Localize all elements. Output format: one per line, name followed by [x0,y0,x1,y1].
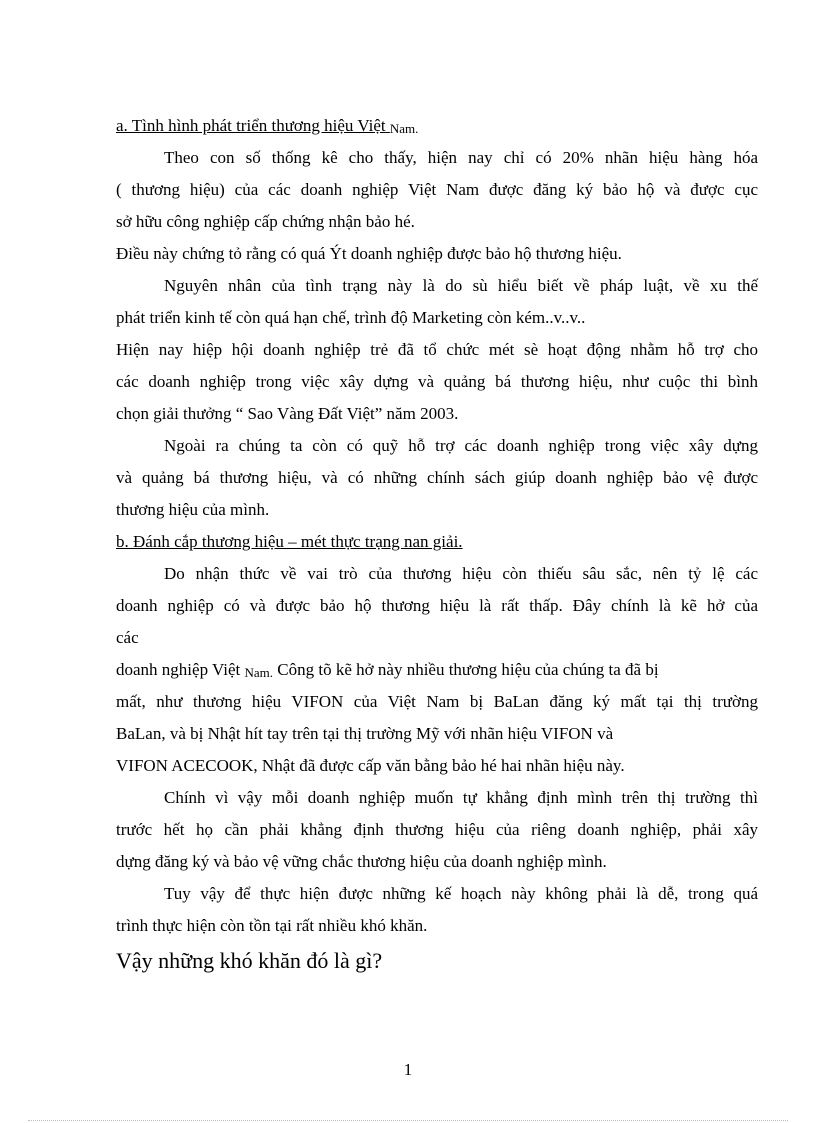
text-run-small: Nam. [244,665,274,680]
paragraph-line: Điều này chứng tỏ rằng có quá Ýt doanh nghiệp được bảo hộ thương hiệu. [116,244,622,263]
paragraph-line-mixed [116,660,758,683]
paragraph-line: mất, như thương hiệu VIFON của Việt Nam bị BaLan đăng ký mất tại thị trường [116,692,758,711]
paragraph-line: Hiện nay hiệp hội doanh nghiệp trẻ đã tổ chức mét sè hoạt động nhằm hỗ trợ cho [116,340,758,359]
paragraph-line: Chính vì vậy mỗi doanh nghiệp muốn tự khẳng định mình trên thị trường thì [164,788,758,807]
paragraph-line: doanh nghiệp có và được bảo hộ thương hiệu là rất thấp. Đây chính là kẽ hở của [116,596,758,615]
paragraph-line: sở hữu công nghiệp cấp chứng nhận bảo hé. [116,212,415,231]
paragraph-line: và quảng bá thương hiệu, và có những chính sách giúp doanh nghiệp bảo vệ được [116,468,758,487]
paragraph-line: Nguyên nhân của tình trạng này là do sù hiểu biết về pháp luật, về xu thế [164,276,758,295]
paragraph-line: Ngoài ra chúng ta còn có quỹ hỗ trợ các doanh nghiệp trong việc xây dựng [164,436,758,455]
paragraph-line: thương hiệu của mình. [116,500,270,519]
text-run: doanh nghiệp Việt [116,660,241,679]
paragraph-line: Theo con số thống kê cho thấy, hiện nay chỉ có 20% nhãn hiệu hàng hóa [164,148,758,167]
closing-question: Vậy những khó khăn đó là gì? [116,948,383,973]
paragraph-line: Do nhận thức về vai trò của thương hiệu còn thiếu sâu sắc, nên tỷ lệ các [164,564,758,583]
paragraph-line: BaLan, và bị Nhật hít tay trên tại thị trường Mỹ với nhãn hiệu VIFON và [116,724,614,743]
paragraph-line: chọn giải thưởng “ Sao Vàng Đất Việt” năm 2003. [116,404,459,423]
page-bottom-divider [28,1120,788,1121]
paragraph-line: phát triển kinh tế còn quá hạn chế, trình độ Marketing còn kém..v..v.. [116,308,586,327]
section-a-heading-tail: Nam. [389,121,419,136]
paragraph-line: các doanh nghiệp trong việc xây dựng và quảng bá thương hiệu, như cuộc thi bình [116,372,758,391]
paragraph-line: VIFON ACECOOK, Nhật đã được cấp văn bằng bảo hé hai nhãn hiệu này. [116,756,625,775]
text-run: Công tõ kẽ hở này nhiều thương hiệu của chúng ta đã bị [277,660,659,679]
paragraph-line: trình thực hiện còn tồn tại rất nhiều khó khăn. [116,916,428,935]
section-a-heading-main: a. Tình hình phát triển thương hiệu Việt [116,116,386,135]
paragraph-line: trước hết họ cần phải khẳng định thương hiệu của riêng doanh nghiệp, phải xây [116,820,758,839]
section-b-heading: b. Đánh cắp thương hiệu – mét thực trạng nan giải. [116,532,463,551]
page-number: 1 [403,1060,413,1079]
paragraph-line: dựng đăng ký và bảo vệ vững chắc thương hiệu của doanh nghiệp mình. [116,852,607,871]
section-a-heading [116,116,758,139]
paragraph-line: Tuy vậy để thực hiện được những kế hoạch này không phải là dễ, trong quá [164,884,758,903]
paragraph-line: các [116,628,139,647]
paragraph-line: ( thương hiệu) của các doanh nghiệp Việt Nam được đăng ký bảo hộ và được cục [116,180,758,199]
